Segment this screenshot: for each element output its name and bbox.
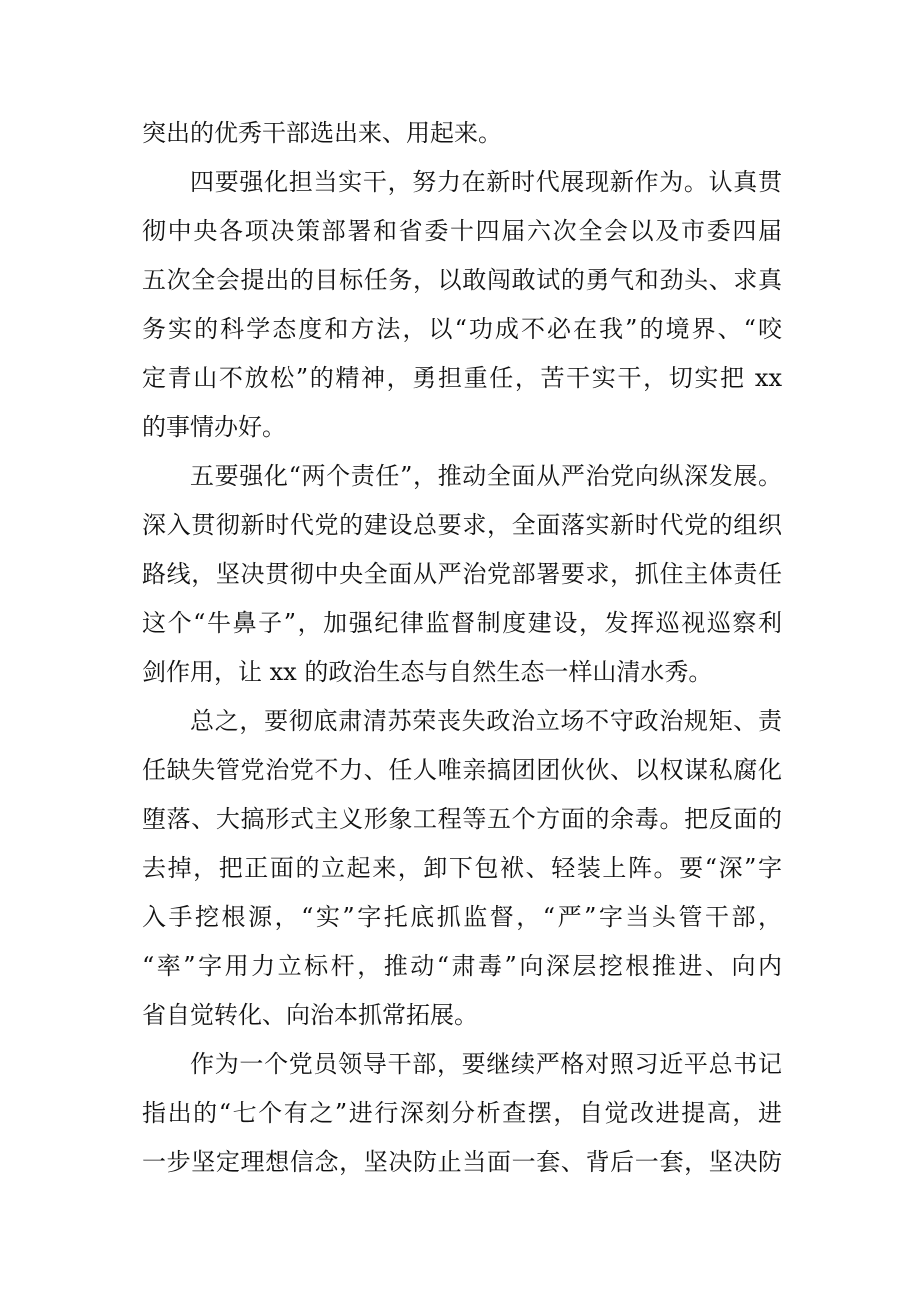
text-line: 路线，坚决贯彻中央全面从严治党部署要求，抓住主体责任 [142, 560, 782, 588]
paragraph-first-line: 五要强化“两个责任”，推动全面从严治党向纵深发展。 [190, 462, 782, 490]
text-line: 省自觉转化、向治本抓常拓展。 [142, 1001, 478, 1029]
text-line: 一步坚定理想信念，坚决防止当面一套、背后一套，坚决防 [142, 1148, 782, 1176]
text-line: 堕落、大搞形式主义形象工程等五个方面的余毒。把反面的 [142, 805, 782, 833]
text-line: 深入贯彻新时代党的建设总要求，全面落实新时代党的组织 [142, 511, 782, 539]
text-line: “率”字用力立标杆，推动“肃毒”向深层挖根推进、向内 [142, 952, 782, 980]
text-line: 指出的“七个有之”进行深刻分析查摆，自觉改进提高，进 [142, 1099, 782, 1127]
text-line: 剑作用，让 xx 的政治生态与自然生态一样山清水秀。 [142, 658, 713, 686]
text-line: 五次全会提出的目标任务，以敢闯敢试的勇气和劲头、求真 [142, 266, 782, 294]
text-line: 去掉，把正面的立起来，卸下包袱、轻装上阵。要“深”字 [142, 854, 782, 882]
text-line: 定青山不放松”的精神，勇担重任，苦干实干，切实把 xx [142, 364, 782, 392]
text-line: 入手挖根源，“实”字托底抓监督，“严”字当头管干部， [142, 903, 782, 931]
text-line: 的事情办好。 [142, 413, 286, 441]
text-line: 突出的优秀干部选出来、用起来。 [142, 119, 502, 147]
paragraph-first-line: 四要强化担当实干，努力在新时代展现新作为。认真贯 [190, 168, 782, 196]
paragraph-first-line: 总之，要彻底肃清苏荣丧失政治立场不守政治规矩、责 [190, 707, 782, 735]
text-line: 彻中央各项决策部署和省委十四届六次全会以及市委四届 [142, 217, 782, 245]
text-line: 务实的科学态度和方法，以“功成不必在我”的境界、“咬 [142, 315, 782, 343]
text-line: 任缺失管党治党不力、任人唯亲搞团团伙伙、以权谋私腐化 [142, 756, 782, 784]
text-line: 这个“牛鼻子”，加强纪律监督制度建设，发挥巡视巡察利 [142, 609, 782, 637]
paragraph-first-line: 作为一个党员领导干部，要继续严格对照习近平总书记 [190, 1050, 782, 1078]
